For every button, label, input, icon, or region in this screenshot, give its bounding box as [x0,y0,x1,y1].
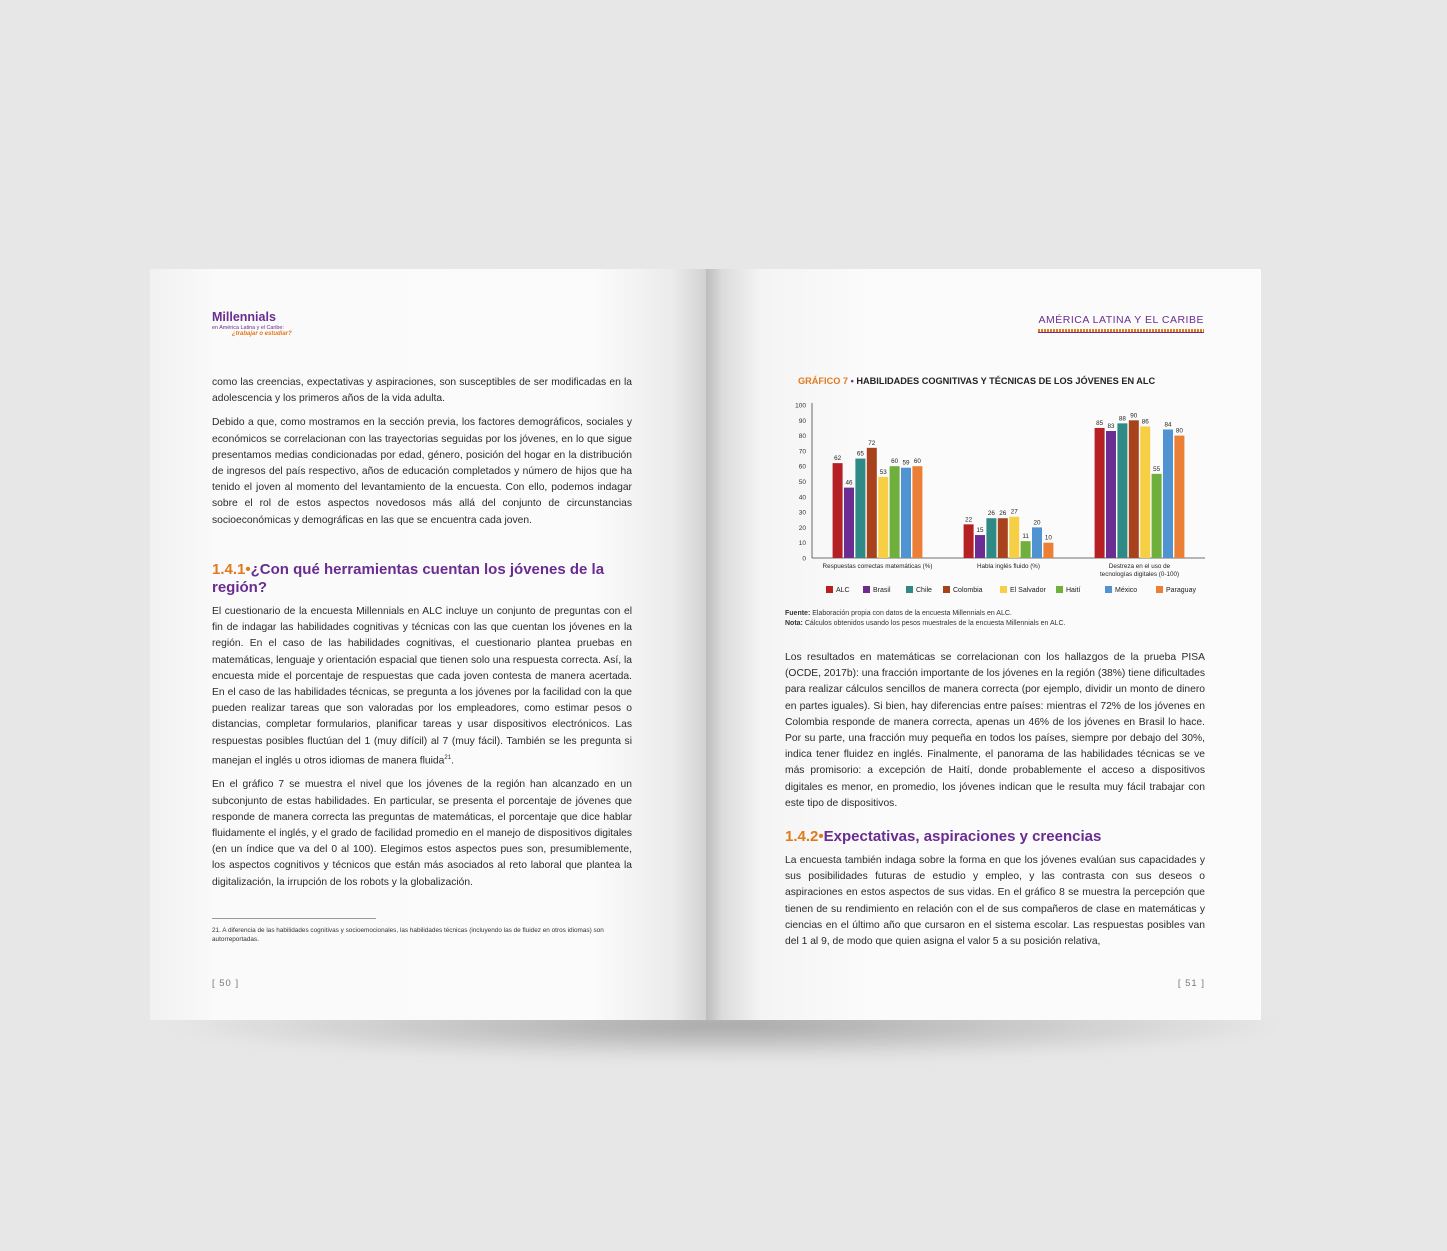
paragraph-text: El cuestionario de la encuesta Millennials en ALC incluye un conjunto de preguntas con el fin de indagar las habilidades cognitivas y técnicas con las que cuentan los jóvenes en la región. En el caso de las habilidades cognitivas, el cuestionario plantea pruebas en matemáticas, lenguaje y orientación espacial que tienen solo una respuesta correcta. Así, la encuesta mide el porcentaje de respuestas que cada joven contesta de manera acertada. En el caso de las habilidades técnicas, se pregunta a los jóvenes por la facilidad con la que pueden realizar tareas que son valoradas por los empleadores, como estimar pesos o distancias, completar formularios, planificar tareas y usar dispositivos electrónicos. Las respuestas posibles fluctúan del 1 (muy difícil) al 7 (muy fácil). También se les pregunta si manejan el inglés u otros idiomas de manera fluida [212,606,632,767]
category-label: Destreza en el uso de [1108,563,1171,570]
data-label: 85 [1096,419,1104,427]
right-body-text [785,650,1205,820]
legend-swatch [863,586,870,593]
bar [833,463,843,558]
data-label: 60 [913,458,921,466]
legend-swatch [826,586,833,593]
bar [1129,420,1139,558]
data-label: 46 [845,479,853,487]
chart-title: HABILIDADES COGNITIVAS Y TÉCNICAS DE LOS JÓVENES EN ALC [856,376,1156,386]
source-text: Elaboración propia con datos de la encuesta Millennials en ALC. [812,610,1012,617]
legend-swatch [906,586,913,593]
y-tick-label: 20 [798,524,806,532]
bar [1152,474,1162,558]
data-label: 53 [879,468,887,476]
bar [1095,428,1105,558]
section-title: Expectativas, aspiraciones y creencias [823,828,1102,845]
data-label: 90 [1130,412,1138,420]
paragraph-end: . [451,755,454,767]
data-label: 20 [1033,519,1041,527]
bar [878,477,888,558]
paragraph: La encuesta también indaga sobre la forma en que los jóvenes evalúan sus capacidades y sus posibilidades futuras de estudio y empleo, y las contrasta con sus deseos o aspiraciones en estos aspectos de sus vidas. En el gráfico 8 se muestra la percepción que tienen de su rendimiento en relación con el de sus compañeros de clase en matemáticas y ciencias en el último año que cursaron en el sistema escolar. Las respuestas posibles van del 1 al 9, de modo que quien asigna el valor 5 a su posición relativa, [785,855,1205,948]
section-heading-141 [212,561,632,597]
y-tick-label: 100 [795,402,806,410]
legend-swatch [1105,586,1112,593]
data-label: 15 [976,527,984,535]
section-title: ¿Con qué herramientas cuentan los jóvenes de la región? [212,561,605,596]
footnote-ref[interactable]: 21 [444,754,452,761]
right-page [706,269,1261,1020]
category-label: Respuestas correctas matemáticas (%) [822,563,933,570]
data-label: 86 [1141,418,1149,426]
legend-label: ALC [836,587,850,594]
brand-logo [212,311,292,337]
footnote: 21. A diferencia de las habilidades cognitivas y socioemocionales, las habilidades técnicas (incluyendo las de fluidez en otros idiomas) son autorreportadas. [212,927,604,943]
bar [1106,431,1116,558]
bar [1043,543,1053,558]
category-label: Habla inglés fluido (%) [977,563,1040,570]
data-label: 55 [1153,465,1161,473]
running-header-title: AMÉRICA LATINA Y EL CARIBE [1038,314,1204,326]
data-label: 26 [987,510,995,518]
y-tick-label: 70 [798,448,806,456]
data-label: 65 [856,450,864,458]
y-tick-label: 60 [798,463,806,471]
paragraph: Debido a que, como mostramos en la sección previa, los factores demográficos, sociales y económicos se correlacionan con las trayectorias seguidas por los jóvenes, en lo que sigue presentamos medias condicionadas por edad, género, posición del hogar en la distribución de ingresos del país respectivo, años de educación completados y número de hijos que ha tenido el joven al momento del levantamiento de la encuesta. Con ello, podemos indagar sobre el rol de estos aspectos novedosos más allá del conjunto de circunstancias socioeconómicas y demográficas en las que se encuentra cada joven. [212,417,632,526]
paragraph [212,604,632,769]
bar [901,468,911,558]
bullet-icon: • [245,561,251,578]
bar [1032,527,1042,558]
source-label: Fuente: [785,610,811,617]
bar [1117,423,1127,558]
legend-label: El Salvador [1010,587,1046,594]
category-label: tecnologías digitales (0-100) [1099,571,1180,578]
bar [867,448,877,558]
y-tick-label: 0 [802,555,806,563]
chart-label: GRÁFICO 7 [798,376,849,386]
section-number: 1.4.1 [212,561,246,578]
data-label: 26 [999,510,1007,518]
legend-swatch [943,586,950,593]
bar [855,459,865,558]
bar [998,518,1008,558]
legend-label: México [1115,587,1138,594]
chart-source [785,609,1066,629]
data-label: 83 [1107,423,1115,431]
data-label: 80 [1175,427,1183,435]
left-page [150,269,706,1020]
bar [912,466,922,558]
legend-swatch [1056,586,1063,593]
footnote-divider [212,918,376,919]
brand-subtitle-2: ¿trabajar o estudiar? [232,330,292,337]
bar [1174,436,1184,558]
left-intro-text [212,375,632,537]
running-header [1038,314,1204,333]
bar [1140,426,1150,558]
y-tick-label: 80 [798,433,806,441]
y-tick-label: 90 [798,417,806,425]
legend-label: Paraguay [1166,587,1196,594]
legend-label: Haití [1066,587,1081,594]
bar [844,488,854,558]
chart-heading [798,376,1155,386]
right-body-text-2 [785,853,1205,958]
brand-title: Millennials [212,310,276,324]
note-text: Cálculos obtenidos usando los pesos muestrales de la encuesta Millennials en ALC. [804,620,1066,627]
paragraph: Los resultados en matemáticas se correlacionan con los hallazgos de la prueba PISA (OCDE, 2017b): una fracción importante de los jóvenes en la región (38%) tiene dificultades para realizar cálculos sencillos de manera correcta (por ejemplo, dividir un monto de dinero en partes iguales). Si bien, hay diferencias entre países: mientras el 72% de los jóvenes en Colombia responde de manera correcta, apenas un 46% de los jóvenes en Brasil lo hace. Por su parte, una fracción muy pequeña en todos los países, siempre por debajo del 30%, indica tener fluidez en inglés. Finalmente, el panorama de las habilidades técnicas se ve más promisorio: a excepción de Haití, donde probablemente el acceso a dispositivos digitales es menor, en promedio, los jóvenes indican que le resulta muy fácil trabajar con este tipo de dispositivos. [785,652,1205,809]
section-heading-142 [785,828,1205,846]
bar [1009,517,1019,558]
bar [975,535,985,558]
data-label: 11 [1022,533,1029,541]
header-ornament [1038,329,1204,333]
y-tick-label: 10 [798,540,806,548]
data-label: 72 [868,439,876,447]
data-label: 59 [902,459,910,467]
brand-subtitle: en América Latina y el Caribe: [212,324,284,331]
y-tick-label: 30 [798,509,806,517]
section-number: 1.4.2 [785,828,819,845]
data-label: 60 [891,458,899,466]
left-body-text [212,604,632,899]
bar [986,518,996,558]
y-tick-label: 50 [798,479,806,486]
page-number: [ 50 ] [212,978,240,989]
bar [964,524,974,558]
bar-chart [772,395,1212,605]
data-label: 27 [1010,508,1018,516]
y-tick-label: 40 [798,494,806,502]
legend-swatch [1156,586,1163,593]
legend-label: Brasil [873,587,891,594]
data-label: 22 [965,516,973,524]
bullet-icon: • [850,376,854,386]
legend-swatch [1000,586,1007,593]
data-label: 84 [1164,421,1172,429]
paragraph: como las creencias, expectativas y aspiraciones, son susceptibles de ser modificadas en la adolescencia y los primeros años de la vida adulta. [212,377,632,405]
note-label: Nota: [785,620,803,627]
bullet-icon: • [818,828,824,845]
bar [1021,541,1031,558]
paragraph: En el gráfico 7 se muestra el nivel que los jóvenes de la región han alcanzado en un subconjunto de estas habilidades. En particular, se presenta el porcentaje de jóvenes que responde de manera correcta las preguntas de matemáticas, el porcentaje que dice hablar fluidamente el inglés, y el grado de facilidad promedio en el manejo de dispositivos digitales (en un índice que va del 0 al 100). Elegimos estos aspectos pues son, presumiblemente, los aspectos cognitivos y técnicos que están más asociados al reto laboral que plantea la digitalización, la irrupción de los robots y la globalización. [212,779,632,888]
data-label: 10 [1044,534,1052,542]
data-label: 62 [834,455,842,463]
page-number: [ 51 ] [1177,978,1205,989]
legend-label: Colombia [953,587,983,594]
data-label: 88 [1118,415,1126,423]
bar [890,466,900,558]
legend-label: Chile [916,587,932,594]
bar [1163,429,1173,558]
